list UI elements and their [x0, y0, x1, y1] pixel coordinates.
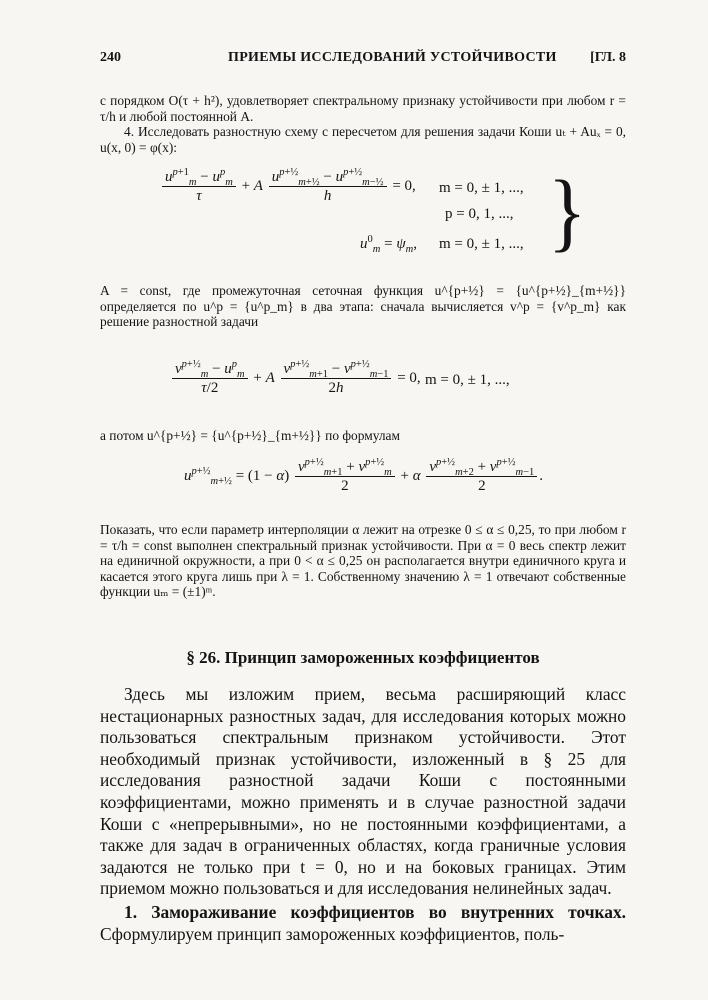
intro-paragraph: [100, 93, 626, 124]
condition-m-3: m = 0, ± 1, ...,: [439, 236, 524, 252]
condition-p: p = 0, 1, ...,: [445, 206, 514, 222]
initial-condition: $u^0_m = \psi_m$,: [360, 234, 417, 255]
main-body: [100, 684, 626, 945]
show-text: Показать, что если параметр интерполяции α лежит на отрезке 0 ≤ α ≤ 0,25, то при любом r = τ/h = const выполнен спектральный признак устойчивости. При α = 0 весь спектр лежит на единичной окружности, а при 0 < α ≤ 0,25 он располагается внутри единичного круга и касается этого круга лишь при λ = 1. Собственному значению λ = 1 отвечают собственные функции uₘ = (±1)ᵐ.: [100, 522, 626, 600]
page-number: 240: [100, 50, 121, 65]
then-text: а потом u^{p+½} = {u^{p+½}_{m+½}} по формулам: [100, 428, 400, 443]
condition-m-eq2: m = 0, ± 1, ...,: [425, 372, 510, 388]
condition-m-1: m = 0, ± 1, ...,: [439, 180, 524, 196]
show-paragraph: [100, 522, 626, 600]
corrector-equation: $u^{p+\frac{1}{2}}_{m+\frac{1}{2}} = (1 - \alpha)$ $\frac{v^{p+\frac{1}{2}}_{m+1} + v^{p+\frac{1}{2}}_m}{2}$ + α $\frac{v^{p+\frac{1}{2}}_{m+2} + v^{p+\frac{1}{2}}_{m-1}}{2}$ .: [184, 457, 544, 494]
scheme-equation: $\frac{u^{p+1}_m - u^p_m}{\tau}$ + A $\frac{u^{p+\frac{1}{2}}_{m+\frac{1}{2}} - u^{p+\frac{1}{2}}_{m-\frac{1}{2}}}{h}$ = 0,: [160, 168, 416, 205]
section-heading: § 26. Принцип замороженных коэффициентов: [186, 648, 540, 667]
body-paragraph-2-text: Сформулируем принцип замороженных коэффициентов, поль-: [100, 923, 565, 944]
page-header: [100, 50, 626, 74]
subsection-heading: 1. Замораживание коэффициентов во внутренних точках.: [124, 901, 626, 922]
intro-text: с порядком O(τ + h²), удовлетворяет спектральному признаку устойчивости при любом r = τ/h и любой постоянной A.: [100, 93, 626, 124]
system-brace: }: [548, 163, 587, 261]
body-paragraph-1: Здесь мы изложим прием, весьма расширяющий класс нестационарных разностных задач, для исследования которых можно пользоваться спектральным признаком устойчивости. Этот необходимый признак устойчивости, изложенный в § 25 для исследования разностной задачи Коши с постоянными коэффициентами, можно применять и в случае разностной задачи Коши с «непрерывными», но не постоянными коэффициентами, а также для задач в ограниченных областях, когда граничные условия задаются не только при t = 0, но и на боковых границах. Этим приемом можно пользоваться и для исследования нелинейных задач.: [100, 684, 626, 899]
exercise-text: 4. Исследовать разностную схему с пересчетом для решения задачи Коши uₜ + Auₓ = 0, u(x, 0) = φ(x):: [100, 124, 626, 155]
running-title: ПРИЕМЫ ИССЛЕДОВАНИЙ УСТОЙЧИВОСТИ: [228, 50, 557, 65]
after-system-paragraph: [100, 283, 626, 330]
body-paragraph-2: [100, 902, 626, 945]
then-paragraph: [100, 428, 626, 444]
chapter-marker: [ГЛ. 8: [590, 50, 626, 65]
exercise-paragraph: [100, 124, 626, 155]
predictor-equation: $\frac{v^{p+\frac{1}{2}}_m - u^p_m}{\tau/2}$ + A $\frac{v^{p+\frac{1}{2}}_{m+1} - v^{p+\frac{1}{2}}_{m-1}}{2h}$ = 0,: [170, 360, 421, 397]
after-system-text: A = const, где промежуточная сеточная функция u^{p+½} = {u^{p+½}_{m+½}} определяется по u^p = {u^p_m} в два этапа: сначала вычисляется v^p = {v^p_m} как решение разностной задачи: [100, 283, 626, 330]
